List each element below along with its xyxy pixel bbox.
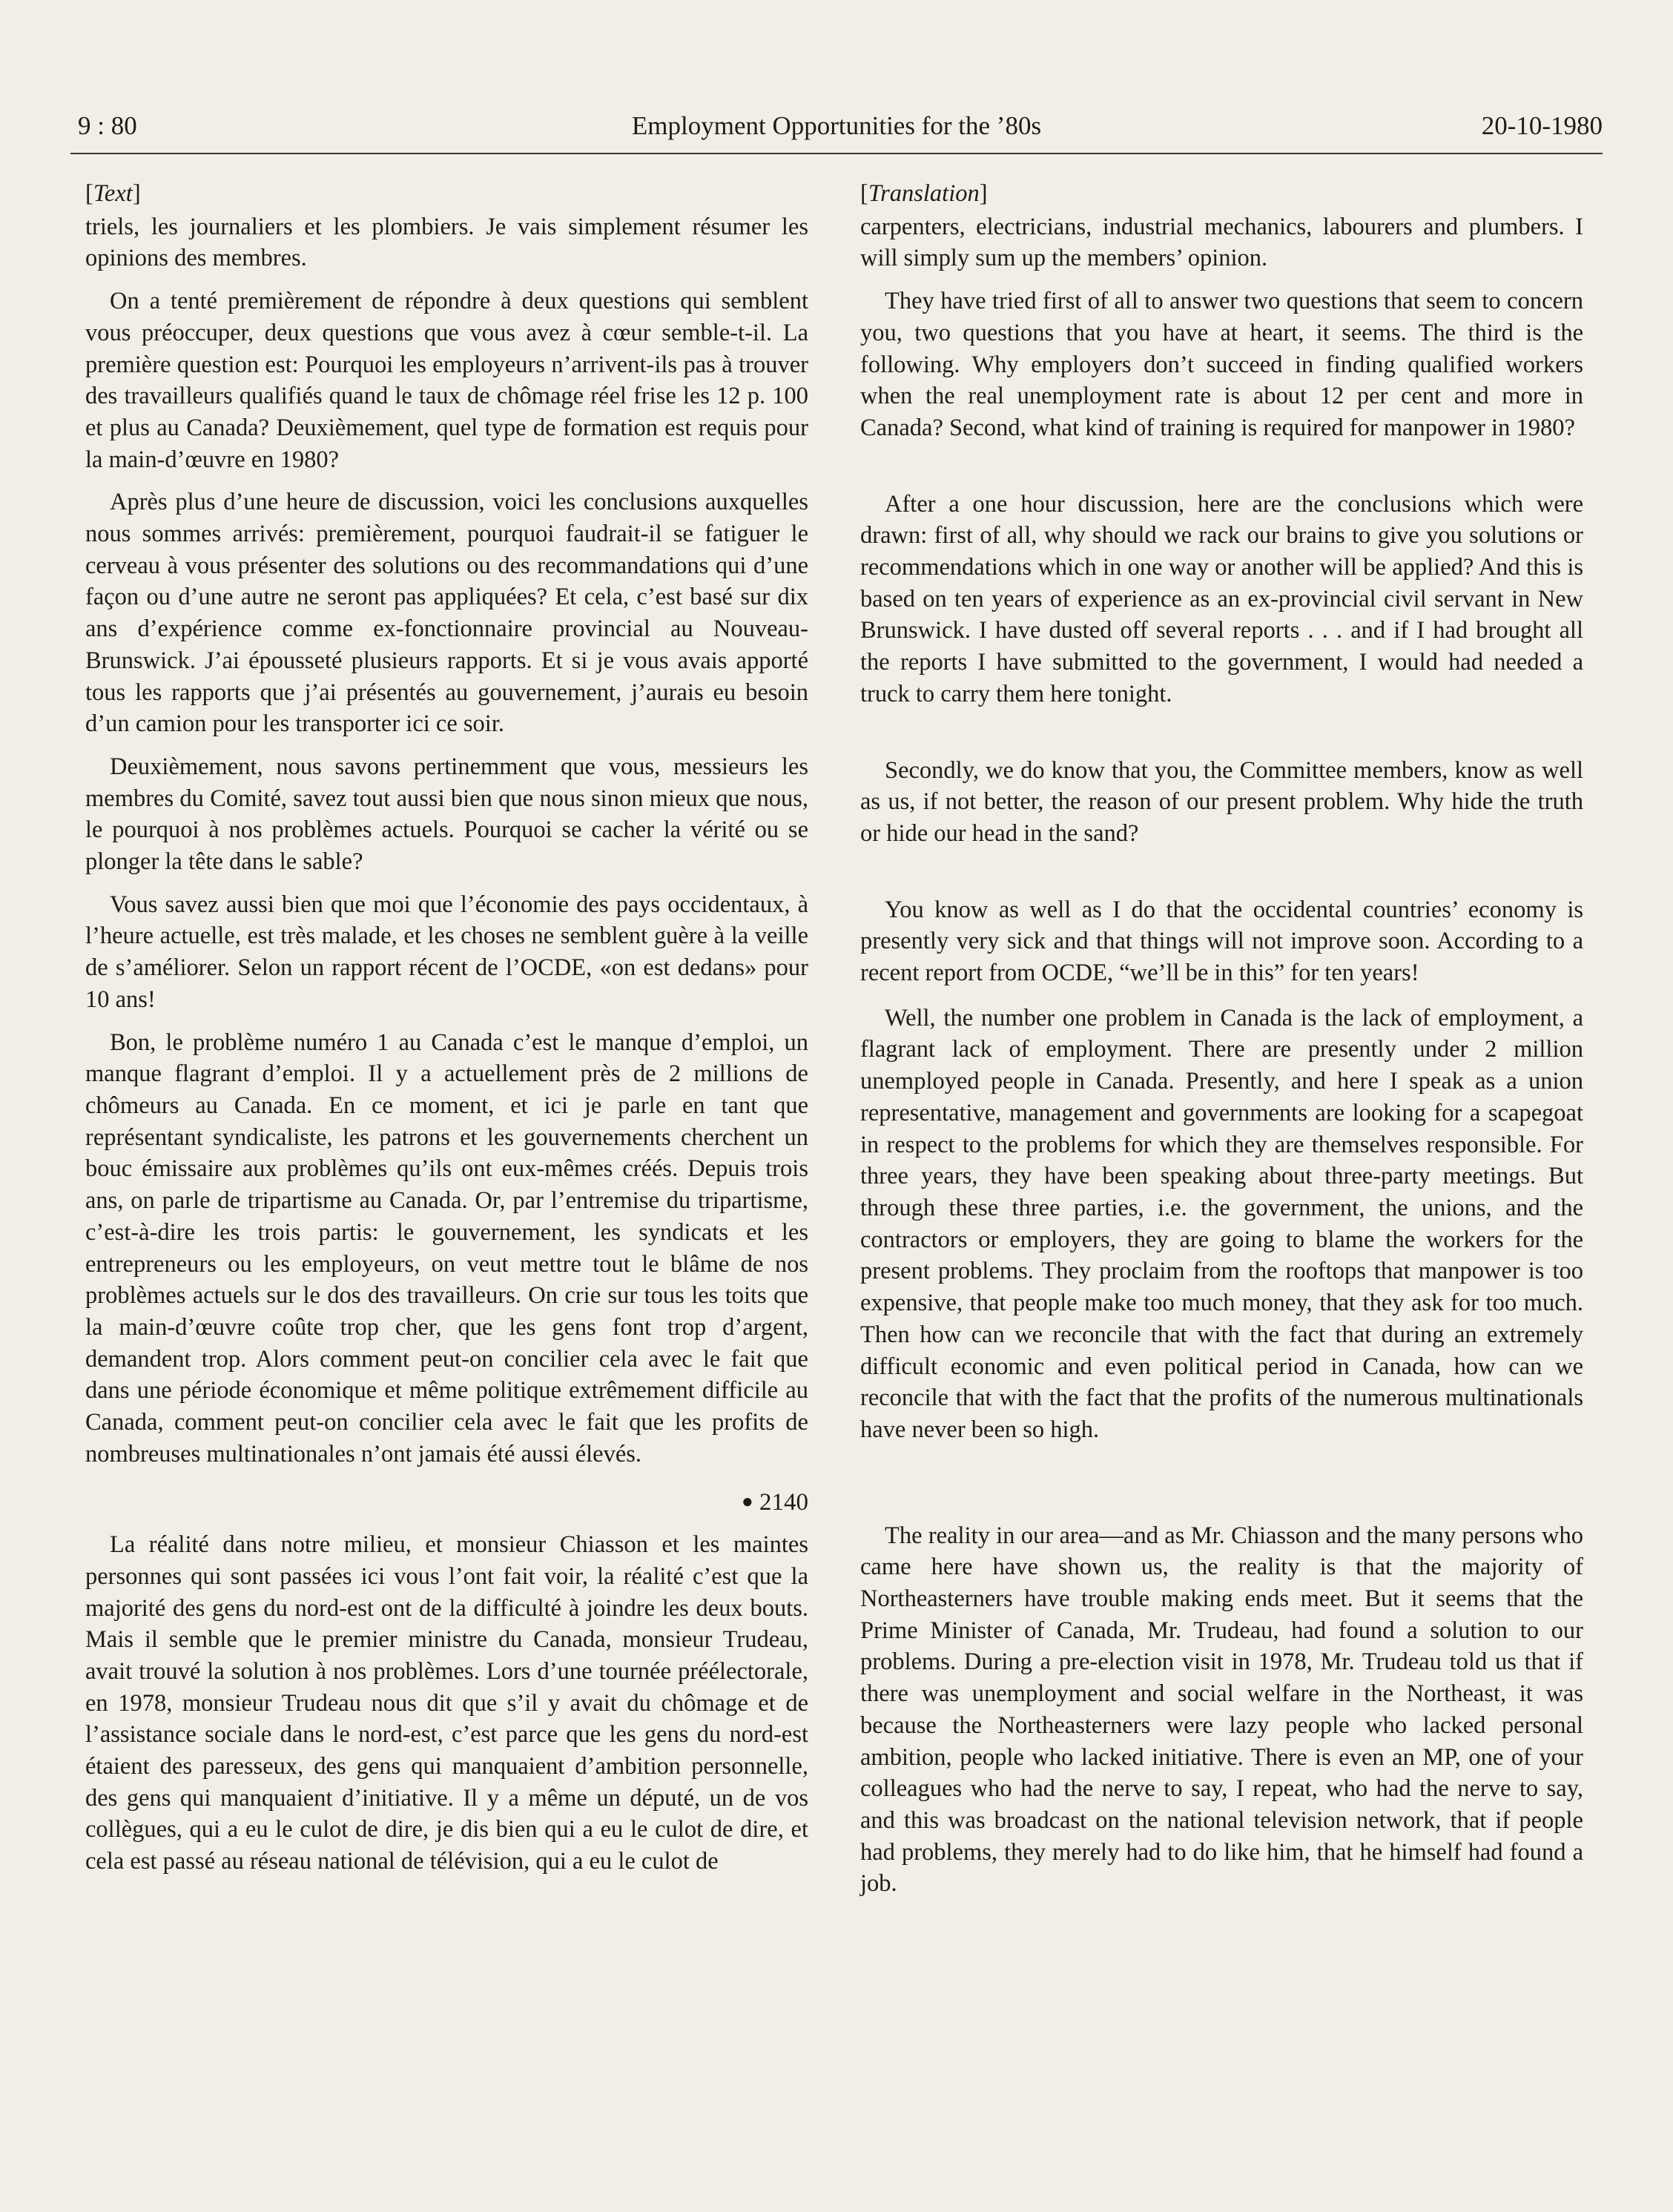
paragraph: La réalité dans notre milieu, et monsieur Chiasson et les maintes personnes qui sont passées ici vous l’ont fait voir, la réalité c’est que la majorité des gens du nord-est ont de la difficulté à joindre les deux bouts. Mais il semble que le premier ministre du Canada, monsieur Trudeau, avait trouvé la solution à nos problèmes. Lors d’une tournée préélectorale, en 1978, monsieur Trudeau nous dit que s’il y avait du chômage et de l’assistance sociale dans le nord-est, c’est parce que les gens du nord-est étaient des paresseux, des gens qui manquaient d’ambition personnelle, des gens qui manquaient d’initiative. Il y a même un député, un de vos collègues, qui a eu le culot de dire, je dis bien qui a eu le culot de dire, et cela est passé au réseau national de télévision, qui a eu le culot de — [85, 1531, 808, 1875]
sitting-date: 20-10-1980 — [1481, 111, 1603, 140]
page-header — [70, 111, 1603, 154]
paragraph: Vous savez aussi bien que moi que l’économie des pays occidentaux, à l’heure actuelle, est très malade, et les choses ne semblent guère à la veille de s’améliorer. Selon un rapport récent de l’OCDE, «on est dedans» pour 10 ans! — [85, 891, 808, 1013]
column-label-text: [Text] — [85, 180, 141, 207]
paragraph: Well, the number one problem in Canada is the lack of employment, a flagrant lack of employment. There are presently under 2 million unemployed people in Canada. Presently, and here I speak as a union representative, management and governments are looking for a scapegoat in respect to the problems for which they are themselves responsible. For three years, they have been speaking about three-party meetings. But through these three parties, i.e. the government, the unions, and the contractors or employers, they are going to blame the workers for the present problems. They proclaim from the rooftops that manpower is too expensive, that people make too much money, that they ask for too much. Then how can we reconcile that with the fact that during an extremely difficult economic and even political period in Canada, how can we reconcile that with the fact that the profits of the numerous multinationals have never been so high. — [860, 1004, 1583, 1443]
page-number: 9 : 80 — [78, 111, 137, 140]
paragraph: You know as well as I do that the occidental countries’ economy is presently very sick and that things will not improve soon. According to a recent report from OCDE, “we’ll be in this” for ten years! — [860, 896, 1583, 987]
english-translation-column — [860, 178, 1583, 1911]
paragraph: Bon, le problème numéro 1 au Canada c’est le manque d’emploi, un manque flagrant d’emploi. Il y a actuellement près de 2 millions de chômeurs au Canada. En ce moment, et ici je parle en tant que représentant syndicaliste, les patrons et les gouvernements cherchent un bouc émissaire aux problèmes qu’ils ont eux-mêmes créés. Depuis trois ans, on parle de tripartisme au Canada. Or, par l’entremise du tripartisme, c’est-à-dire les trois partis: le gouvernement, les syndicats et les entrepreneurs ou les employeurs, on veut mettre tout le blâme de nos problèmes actuels sur le dos des travailleurs. On crie sur tous les toits que la main-d’œuvre coûte trop cher, que les gens font trop d’argent, demandent trop. Alors comment peut-on concilier cela avec le fait que dans une période économique et même politique extrêmement difficile au Canada, comment peut-on concilier cela avec le fait que les profits de nombreuses multinationales n’ont jamais été aussi élevés. — [85, 1029, 808, 1467]
french-text-column — [85, 178, 808, 1889]
paragraph: triels, les journaliers et les plombiers. Je vais simplement résumer les opinions des membres. — [85, 213, 808, 272]
paragraph: Deuxièmement, nous savons pertinemment que vous, messieurs les membres du Comité, savez tout aussi bien que nous sinon mieux que nous, le pourquoi à nos problèmes actuels. Pourquoi se cacher la vérité ou se plonger la tête dans le sable? — [85, 753, 808, 876]
paragraph: The reality in our area—and as Mr. Chiasson and the many persons who came here have shown us, the reality is that the majority of Northeasterners have trouble making ends meet. But it seems that the Prime Minister of Canada, Mr. Trudeau, had found a solution to our problems. During a pre-election visit in 1978, Mr. Trudeau told us that if there was unemployment and social welfare in the Northeast, it was because the Northeasterners were lazy people who lacked personal ambition, people who lacked initiative. There is even an MP, one of your colleagues who had the nerve to say, I repeat, who had the nerve to say, and this was broadcast on the national television network, that if people had problems, they merely had to do like him, that he himself had found a job. — [860, 1522, 1583, 1898]
paragraph: On a tenté premièrement de répondre à deux questions qui semblent vous préoccuper, deux questions que vous avez à cœur semble-t-il. La première question est: Pourquoi les employeurs n’arrivent-ils pas à trouver des travailleurs qualifiés quand le taux de chômage réel frise les 12 p. 100 et plus au Canada? Deuxièmement, quel type de formation est requis pour la main-d’œuvre en 1980? — [85, 288, 808, 473]
paragraph: Après plus d’une heure de discussion, voici les conclusions auxquelles nous sommes arrivés: premièrement, pourquoi faudrait-il se fatiguer le cerveau à vous présenter des solutions ou des recommandations qui d’une façon ou d’une autre ne seront pas appliquées? Et cela, c’est basé sur dix ans d’expérience comme ex-fonctionnaire provincial au Nouveau-Brunswick. J’ai épousseté plusieurs rapports. Et si je vous avais apporté tous les rapports que j’ai présentés au gouvernement, j’aurais eu besoin d’un camion pour les transporter ici ce soir. — [85, 489, 808, 738]
paragraph: After a one hour discussion, here are the conclusions which were drawn: first of all, why should we rack our brains to give you solutions or recommendations which in one way or another will be applied? And this is based on ten years of experience as an ex-provincial civil servant in New Brunswick. I have dusted off several reports . . . and if I had brought all the reports I have submitted to the government, I would had needed a truck to carry them here tonight. — [860, 490, 1583, 707]
paragraph: They have tried first of all to answer two questions that seem to concern you, two questions that you have at heart, it seems. The third is the following. Why employers don’t succeed in finding qualified workers when the real unemployment rate is about 12 per cent and more in Canada? Second, what kind of training is required for manpower in 1980? — [860, 288, 1583, 441]
bullet-icon: ● — [742, 1490, 753, 1513]
column-label-translation: [Translation] — [860, 180, 988, 207]
paragraph: carpenters, electricians, industrial mechanics, labourers and plumbers. I will simply sum up the members’ opinion. — [860, 213, 1583, 272]
time-marker: ● 2140 — [742, 1489, 808, 1516]
running-title: Employment Opportunities for the ’80s — [631, 111, 1042, 140]
paragraph: Secondly, we do know that you, the Committee members, know as well as us, if not better, the reason of our present problem. Why hide the truth or hide our head in the sand? — [860, 756, 1583, 847]
